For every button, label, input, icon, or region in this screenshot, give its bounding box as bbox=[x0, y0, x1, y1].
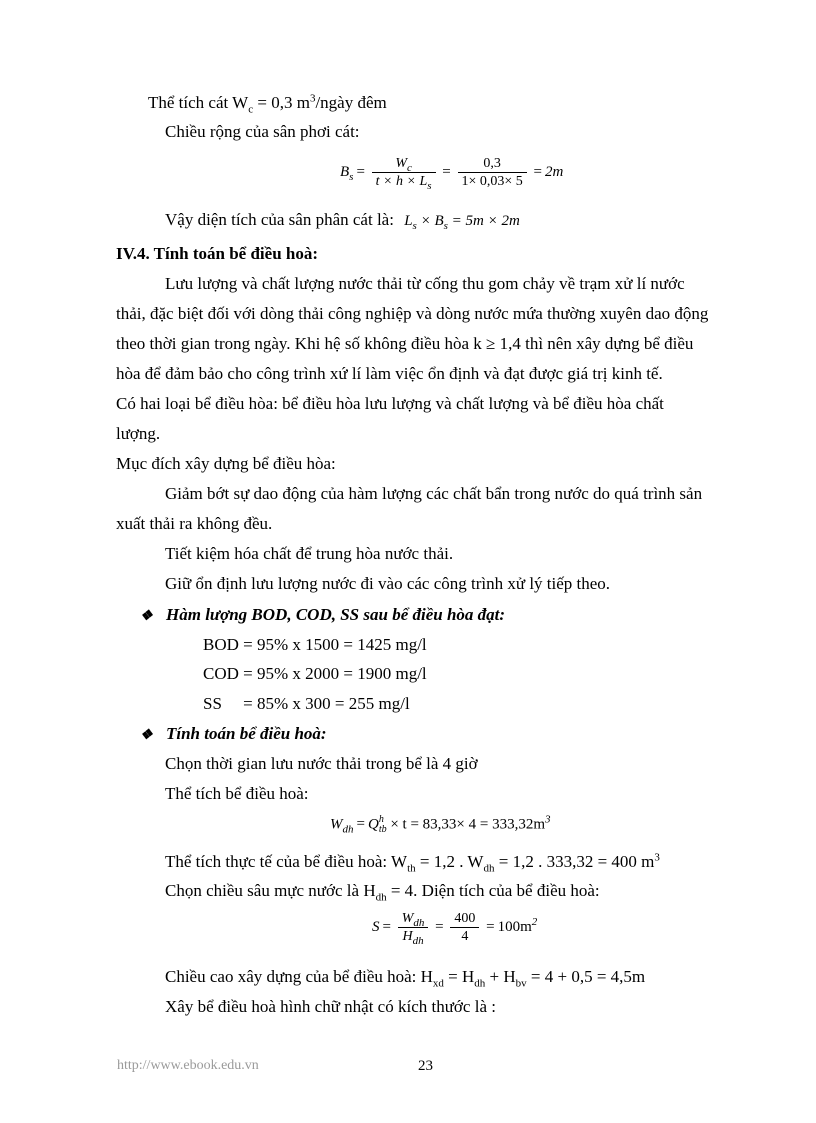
area-statement: Vậy diện tích của sân phân cát là: $L_s \times B_s = 5m \times 2m$ bbox=[165, 210, 520, 232]
paragraph-line: Thể tích bể điều hoà: bbox=[165, 784, 309, 803]
paragraph-line: theo thời gian trong ngày. Khi hệ số không điều hòa k ≥ 1,4 thì nên xây dựng bể điều bbox=[116, 334, 694, 353]
section-heading: IV.4. Tính toán bể điều hoà: bbox=[116, 244, 319, 263]
build-height-line: Chiều cao xây dựng của bể điều hoà: $H_{xd} = H_{dh} + H_{bv} = 4 + 0,5 = 4,5m$ bbox=[165, 967, 646, 990]
volume-equation: $W_{dh} = Q$ h tb × $t = 83,33\times 4 = 333,32m^3$ bbox=[330, 813, 551, 836]
actual-volume-line: Thể tích thực tế của bể điều hoà: $W_{th} = 1,2$ . $W_{dh} = 1,2$ . 333,32 = 400 $m^3$ bbox=[165, 851, 660, 875]
diamond-bullet-icon: ❖ bbox=[140, 728, 153, 743]
paragraph-line: xuất thải ra không đều. bbox=[116, 514, 273, 533]
paragraph-line: Giữ ổn định lưu lượng nước đi vào các công trình xử lý tiếp theo. bbox=[165, 574, 611, 593]
cod-line: COD = 95% x 2000 = 1900 mg/l bbox=[203, 664, 427, 683]
bod-line: BOD = 95% x 1500 = 1425 mg/l bbox=[203, 635, 427, 654]
drying-bed-width-label: Chiều rộng của sân phơi cát: bbox=[165, 122, 360, 141]
paragraph-line: lượng. bbox=[116, 424, 161, 443]
paragraph-line: Mục đích xây dựng bể điều hòa: bbox=[116, 454, 336, 473]
page-number: 23 bbox=[418, 1058, 433, 1074]
depth-line: Chọn chiều sâu mực nước là $H_{dh} = 4$. Diện tích của bể điều hoà: bbox=[165, 881, 600, 904]
paragraph-line: Chọn thời gian lưu nước thải trong bể là 4 giờ bbox=[165, 754, 478, 773]
subheading-concentrations: ❖ Hàm lượng BOD, COD, SS sau bể điều hòa đạt: bbox=[140, 605, 505, 627]
width-equation: $B_s$ = $\frac{W_c}{t \times h \times L_s}$ = $\frac{0,3}{1\times 0,03\times 5}$ = 2m bbox=[340, 156, 564, 192]
footer-url-link[interactable]: http://www.ebook.edu.vn bbox=[117, 1058, 259, 1073]
paragraph-line: Xây bể điều hoà hình chữ nhật có kích thước là : bbox=[165, 997, 496, 1016]
subheading-calculation: ❖ Tính toán bể điều hoà: bbox=[140, 724, 327, 746]
area-equation: S = $\frac{W_{dh}}{H_{dh}}$ = $\frac{400}{4}$ = $100m^2$ bbox=[372, 911, 538, 947]
sand-volume-line: Thể tích cát $W_c = 0,3$ $m^3$/ngày đêm bbox=[148, 92, 387, 116]
paragraph-line: hòa để đảm bảo cho công trình xứ lí làm việc ổn định và đạt được giá trị kinh tế. bbox=[116, 364, 663, 383]
paragraph-line: Giảm bớt sự dao động của hàm lượng các chất bẩn trong nước do quá trình sản bbox=[165, 484, 703, 503]
diamond-bullet-icon: ❖ bbox=[140, 609, 153, 624]
paragraph-line: Tiết kiệm hóa chất để trung hòa nước thải. bbox=[165, 544, 454, 563]
ss-line: SS = 85% x 300 = 255 mg/l bbox=[203, 694, 410, 713]
paragraph-line: Lưu lượng và chất lượng nước thải từ cống thu gom chảy về trạm xử lí nước bbox=[165, 274, 685, 293]
paragraph-line: thải, đặc biệt đối với dòng thải công nghiệp và dòng nước mứa thường xuyên dao động bbox=[116, 304, 709, 323]
paragraph-line: Có hai loại bể điều hòa: bể điều hòa lưu lượng và chất lượng và bể điều hòa chất bbox=[116, 394, 664, 413]
